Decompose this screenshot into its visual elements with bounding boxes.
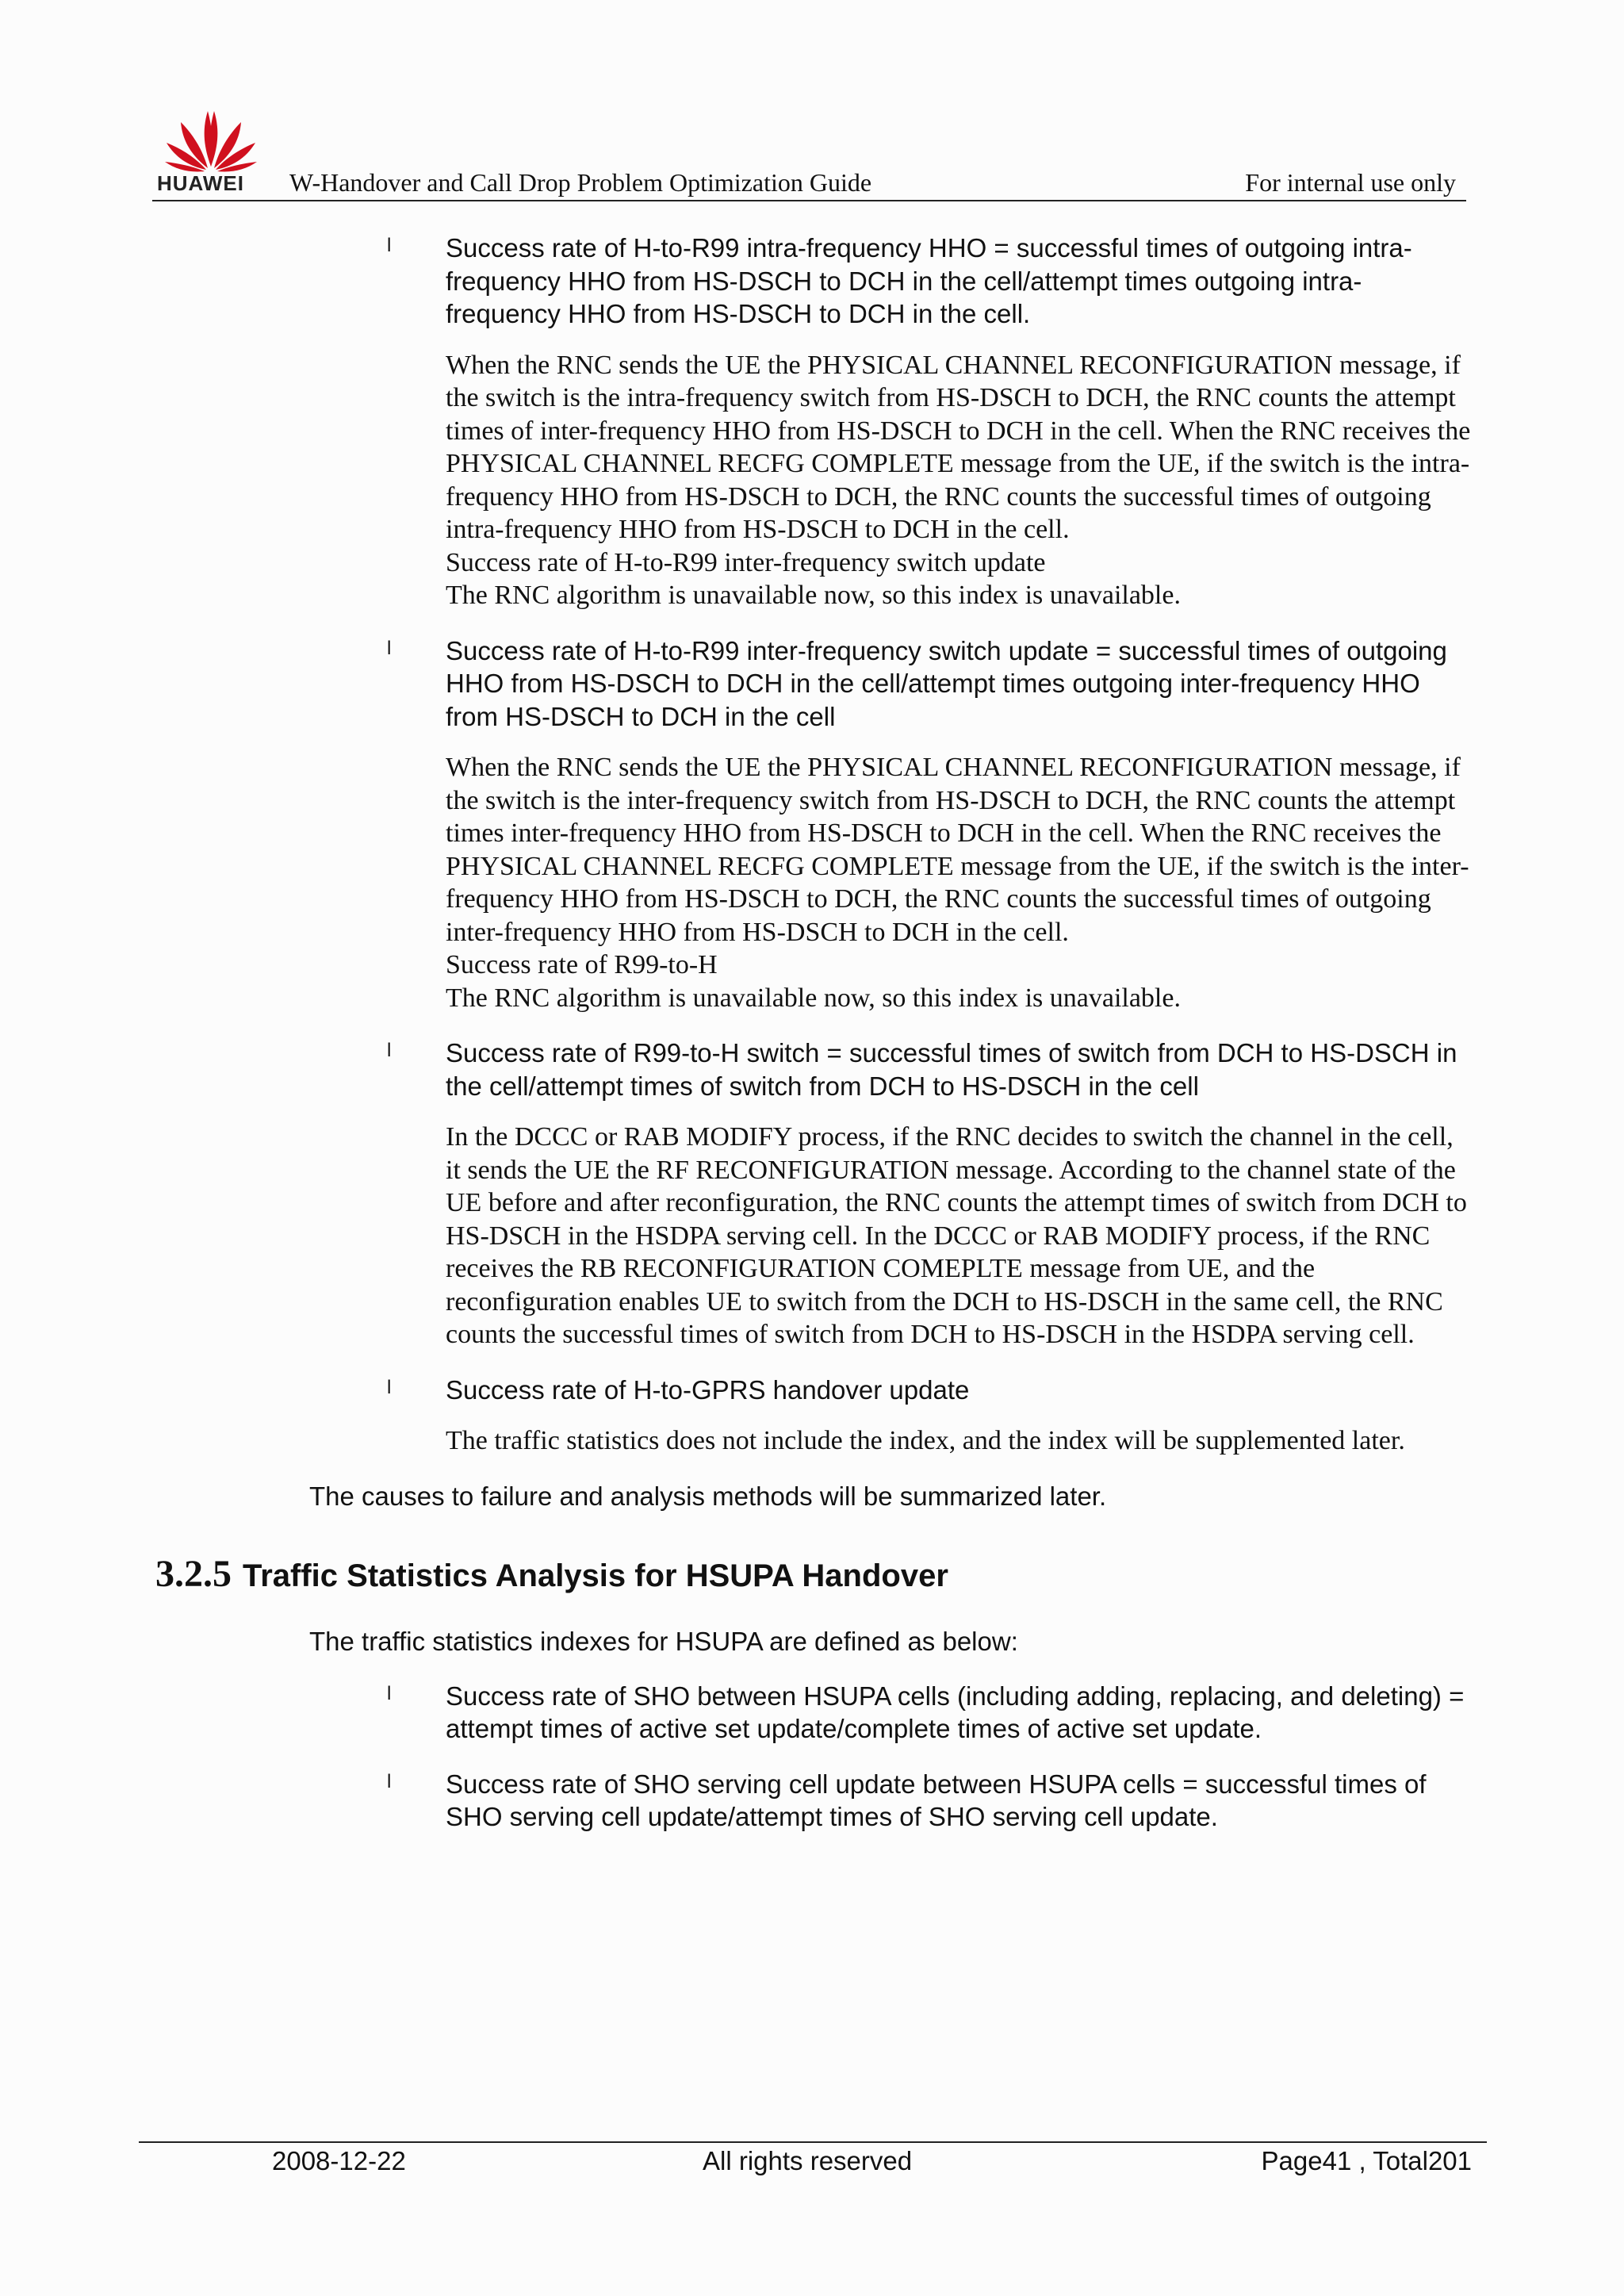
paragraph: When the RNC sends the UE the PHYSICAL CHANNEL RECONFIGURATION message, if the switch is the inter-frequency switch from HS-DSCH to DCH, the RNC counts the attempt times inter-frequency HHO from HS-DSCH to DCH in the cell. When the RNC receives the PHYSICAL CHANNEL RECFG COMPLETE message from the UE, if the switch is the inter-frequency HHO from HS-DSCH to DCH, the RNC counts the successful times of outgoing inter-frequency HHO from HS-DSCH to DCH in the cell. [446,753,1469,947]
section-intro: The traffic statistics indexes for HSUPA are defined as below: [309,1626,1018,1656]
list-item [387,1037,1475,1351]
bullet-icon: l [387,1682,392,1704]
bullet-icon: l [387,1040,392,1061]
header-divider [152,200,1466,201]
item-heading: Success rate of H-to-R99 intra-frequency HHO = successful times of outgoing intra-frequency HHO from HS-DSCH to DCH in the cell/attempt times outgoing intra-frequency HHO from HS-DSCH to DCH in the cell. [446,233,1412,328]
classification-label: For internal use only [1245,168,1456,197]
summary-note: The causes to failure and analysis methods will be summarized later. [309,1481,1107,1511]
brand-name: HUAWEI [157,171,244,195]
list-item [387,1374,1475,1458]
paragraph: The RNC algorithm is unavailable now, so this index is unavailable. [446,581,1181,610]
bullet-icon: l [387,1770,392,1792]
bullet-icon: l [387,1376,392,1398]
section-heading [155,1552,1624,1598]
item-heading: Success rate of R99-to-H switch = successful times of switch from DCH to HS-DSCH in the cell/attempt times of switch from DCH to HS-DSCH in the cell [446,1038,1457,1101]
item-heading: Success rate of H-to-GPRS handover update [446,1374,970,1405]
paragraph: The traffic statistics does not include the index, and the index will be supplemented later. [446,1426,1405,1455]
section-title: Traffic Statistics Analysis for HSUPA Handover [243,1558,948,1593]
item-description [446,1424,1475,1458]
list-item [387,634,1475,1015]
list-item [387,1768,1475,1834]
item-description [446,751,1475,1014]
list-item [387,232,1475,612]
footer-date: 2008-12-22 [272,2146,406,2175]
item-heading: Success rate of H-to-R99 inter-frequency switch update = successful times of outgoing HHO from HS-DSCH to DCH in the cell/attempt times outgoing inter-frequency HHO from HS-DSCH to DCH in the cell [446,635,1447,731]
document-title: W-Handover and Call Drop Problem Optimization Guide [289,168,872,197]
paragraph: In the DCCC or RAB MODIFY process, if the RNC decides to switch the channel in the cell, it sends the UE the RF RECONFIGURATION message. According to the channel state of the UE before and after reconfiguration, the RNC counts the attempt times of switch from DCH to HS-DSCH in the HSDPA serving cell. In the DCCC or RAB MODIFY process, if the RNC receives the RB RECONFIGURATION COMEPLTE message from UE, and the reconfiguration enables UE to switch from the DCH to HS-DSCH in the same cell, the RNC counts the successful times of switch from DCH to HS-DSCH in the HSDPA serving cell. [446,1122,1467,1349]
list-item [387,1680,1475,1746]
footer-divider [139,2141,1487,2143]
paragraph: Success rate of R99-to-H [446,950,718,979]
bullet-icon: l [387,637,392,659]
footer-page-number: Page41 , Total201 [1261,2146,1472,2175]
item-heading: Success rate of SHO between HSUPA cells (including adding, replacing, and deleting) = attempt times of active set update/complete times of active set update. [446,1681,1465,1743]
footer-rights: All rights reserved [703,2146,913,2175]
paragraph: The RNC algorithm is unavailable now, so this index is unavailable. [446,983,1181,1013]
item-description [446,349,1475,612]
paragraph: When the RNC sends the UE the PHYSICAL CHANNEL RECONFIGURATION message, if the switch is the intra-frequency switch from HS-DSCH to DCH, the RNC counts the attempt times of inter-frequency HHO from HS-DSCH to DCH in the cell. When the RNC receives the PHYSICAL CHANNEL RECFG COMPLETE message from the UE, if the switch is the intra-frequency HHO from HS-DSCH to DCH, the RNC counts the successful times of outgoing intra-frequency HHO from HS-DSCH to DCH in the cell. [446,350,1471,544]
paragraph: Success rate of H-to-R99 inter-frequency switch update [446,547,1046,577]
section-number: 3.2.5 [155,1552,232,1595]
item-description [446,1121,1475,1351]
bullet-icon: l [387,235,392,256]
item-heading: Success rate of SHO serving cell update between HSUPA cells = successful times of SHO serving cell update/attempt times of SHO serving cell update. [446,1769,1427,1831]
page-content [0,232,1624,1834]
